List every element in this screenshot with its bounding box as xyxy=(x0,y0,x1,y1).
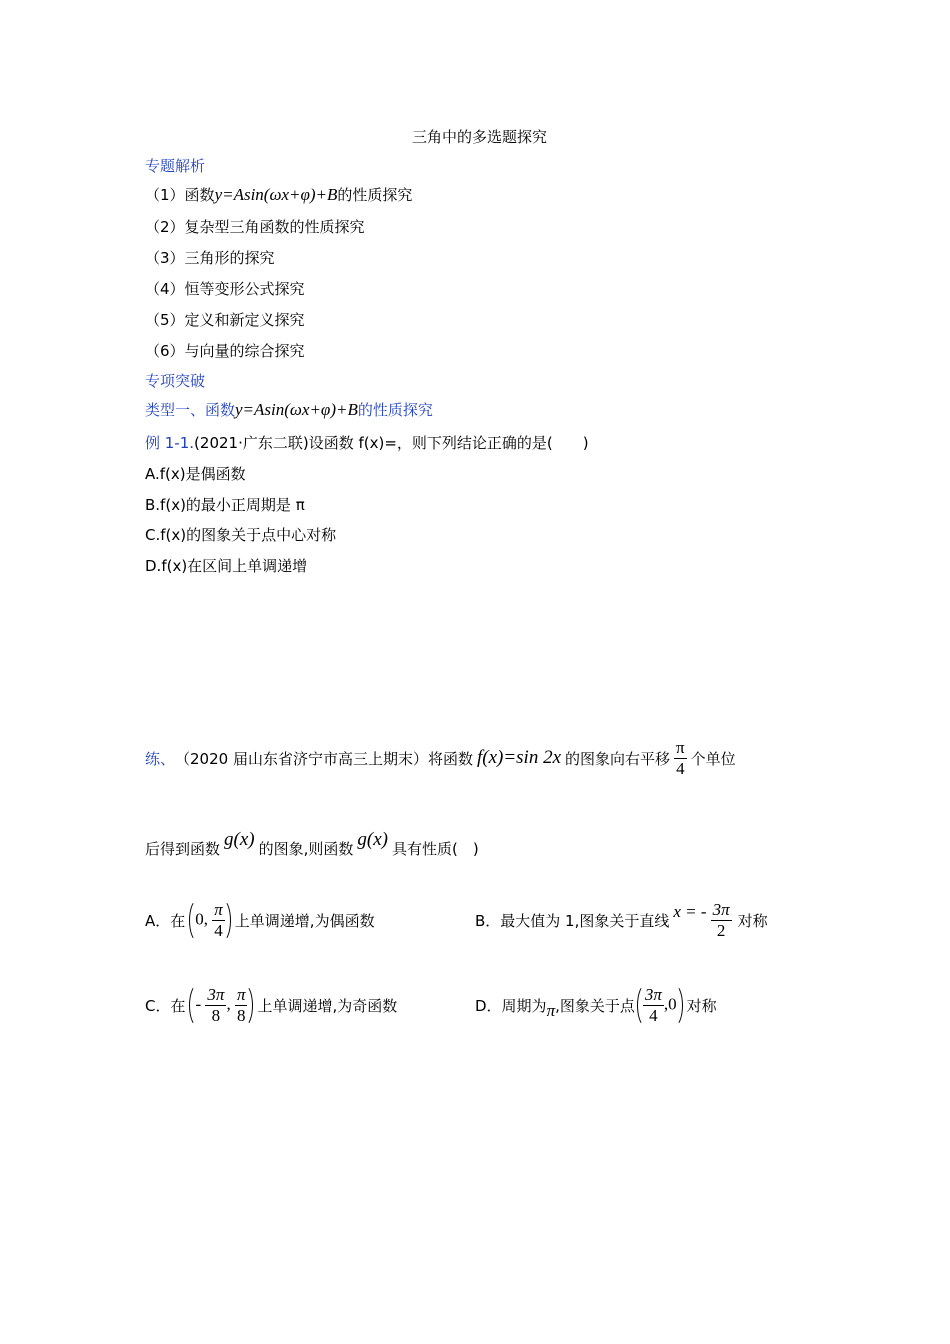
formula-gx: g(x) xyxy=(357,829,388,850)
list-item: （4）恒等变形公式探究 xyxy=(145,280,305,298)
formula-fx: f(x)=sin 2x xyxy=(476,747,562,768)
example-option-c: C.f(x)的图象关于点中心对称 xyxy=(145,526,337,544)
formula: y=Asin(ωx+φ)+B xyxy=(214,185,338,204)
formula-gx: g(x) xyxy=(224,829,255,850)
interval: 0, $\frac{\pi}{4}$ xyxy=(189,899,231,942)
example-label: 例 1-1. xyxy=(145,434,195,452)
section-heading-breakthrough: 专项突破 xyxy=(145,372,206,390)
fraction-pi-over-4: $\frac{\pi}{4}$ xyxy=(676,737,685,778)
page-title: 三角中的多选题探究 xyxy=(412,128,548,146)
point: $\frac{3\pi}{4}$ ,0 xyxy=(637,984,683,1027)
practice-option-a: A．在 0, $\frac{\pi}{4}$ 上单调递增,为偶函数 xyxy=(145,899,375,940)
practice-label: 练、 xyxy=(145,749,176,768)
practice-question-line1: 练、 （2020 届山东省济宁市高三上期末）将函数 f(x)=sin 2x 的图象向右平移 $\frac{\pi}{4}$ 个单位 xyxy=(145,737,736,778)
example-option-d: D.f(x)在区间上单调递增 xyxy=(145,557,308,575)
fraction: $\frac{3\pi}{2}$ xyxy=(712,899,730,940)
list-item: （1）函数y=Asin(ωx+φ)+B的性质探究 xyxy=(145,185,413,204)
example-question: 例 1-1.(2021·广东二联)设函数 f(x)=，则下列结论正确的是( ) xyxy=(145,434,589,452)
list-item: （2）复杂型三角函数的性质探究 xyxy=(145,218,365,236)
practice-question-line2: 后得到函数 g(x) 的图象,则函数 g(x) 具有性质( ) xyxy=(145,829,479,858)
section-heading-analysis: 专题解析 xyxy=(145,157,206,175)
practice-option-d: D．周期为 π ,图象关于点 $\frac{3\pi}{4}$ ,0 对称 xyxy=(475,984,717,1025)
list-item: （5）定义和新定义探究 xyxy=(145,311,305,329)
formula: y=Asin(ωx+φ)+B xyxy=(235,400,358,419)
practice-option-b: B．最大值为 1,图象关于直线 x = - $\frac{3\pi}{2}$ 对称 xyxy=(475,899,768,940)
example-option-b: B.f(x)的最小正周期是 π xyxy=(145,496,305,514)
list-item: （3）三角形的探究 xyxy=(145,249,275,267)
list-item: （6）与向量的综合探究 xyxy=(145,342,305,360)
example-option-a: A.f(x)是偶函数 xyxy=(145,465,246,483)
type-heading: 类型一、函数y=Asin(ωx+φ)+B的性质探究 xyxy=(145,400,433,419)
practice-option-c: C．在 - $\frac{3\pi}{8}$ , $\frac{\pi}{8}$ 上单调递增,为奇函数 xyxy=(145,984,398,1025)
interval: - $\frac{3\pi}{8}$ , $\frac{\pi}{8}$ xyxy=(189,984,253,1027)
